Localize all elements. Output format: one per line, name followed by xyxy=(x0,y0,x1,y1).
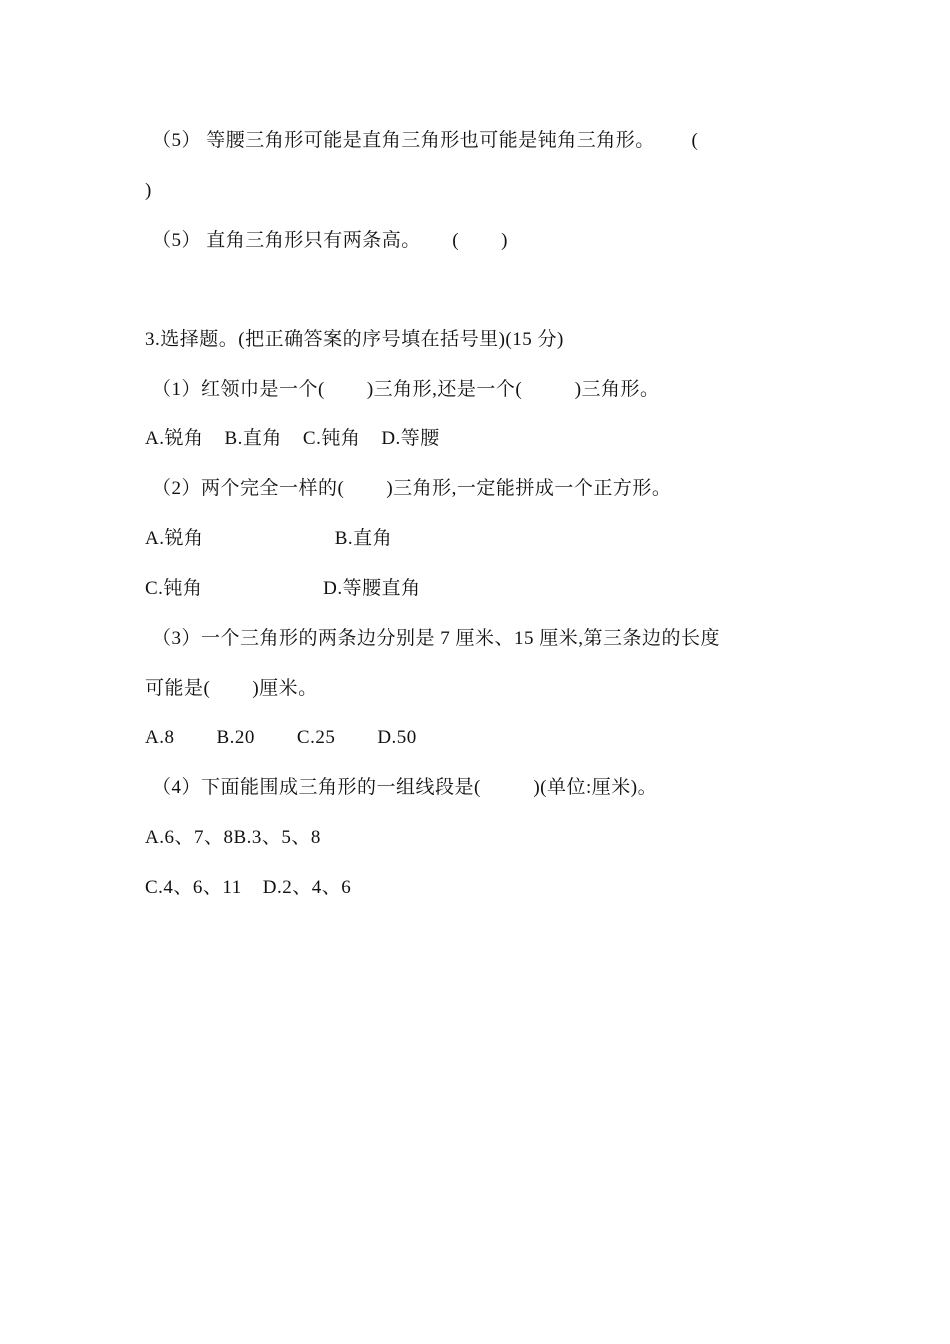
question-2-options-row1: A.锐角 B.直角 xyxy=(145,528,393,549)
question-4-options-row2: C.4、6、11 D.2、4、6 xyxy=(145,877,352,898)
question-2-options-row2: C.钝角 D.等腰直角 xyxy=(145,578,421,599)
question-3-options: A.8 B.20 C.25 D.50 xyxy=(145,727,417,748)
question-2-stem: （2）两个完全一样的( )三角形,一定能拼成一个正方形。 xyxy=(152,478,672,499)
question-3-stem-line1: （3）一个三角形的两条边分别是 7 厘米、15 厘米,第三条边的长度 xyxy=(152,628,721,649)
tf-item-5b: （5） 直角三角形只有两条高。 ( ) xyxy=(152,230,508,251)
tf-item-5a-continuation: ) xyxy=(145,180,152,201)
tf-item-5a: （5） 等腰三角形可能是直角三角形也可能是钝角三角形。 ( xyxy=(152,130,699,151)
question-1-stem: （1）红领巾是一个( )三角形,还是一个( )三角形。 xyxy=(152,379,660,400)
question-3-stem-line2: 可能是( )厘米。 xyxy=(145,678,318,699)
question-4-stem: （4）下面能围成三角形的一组线段是( )(单位:厘米)。 xyxy=(152,777,658,798)
question-1-options: A.锐角 B.直角 C.钝角 D.等腰 xyxy=(145,428,440,449)
section-3-heading: 3.选择题。(把正确答案的序号填在括号里)(15 分) xyxy=(145,329,564,350)
question-4-options-row1: A.6、7、8B.3、5、8 xyxy=(145,827,321,848)
